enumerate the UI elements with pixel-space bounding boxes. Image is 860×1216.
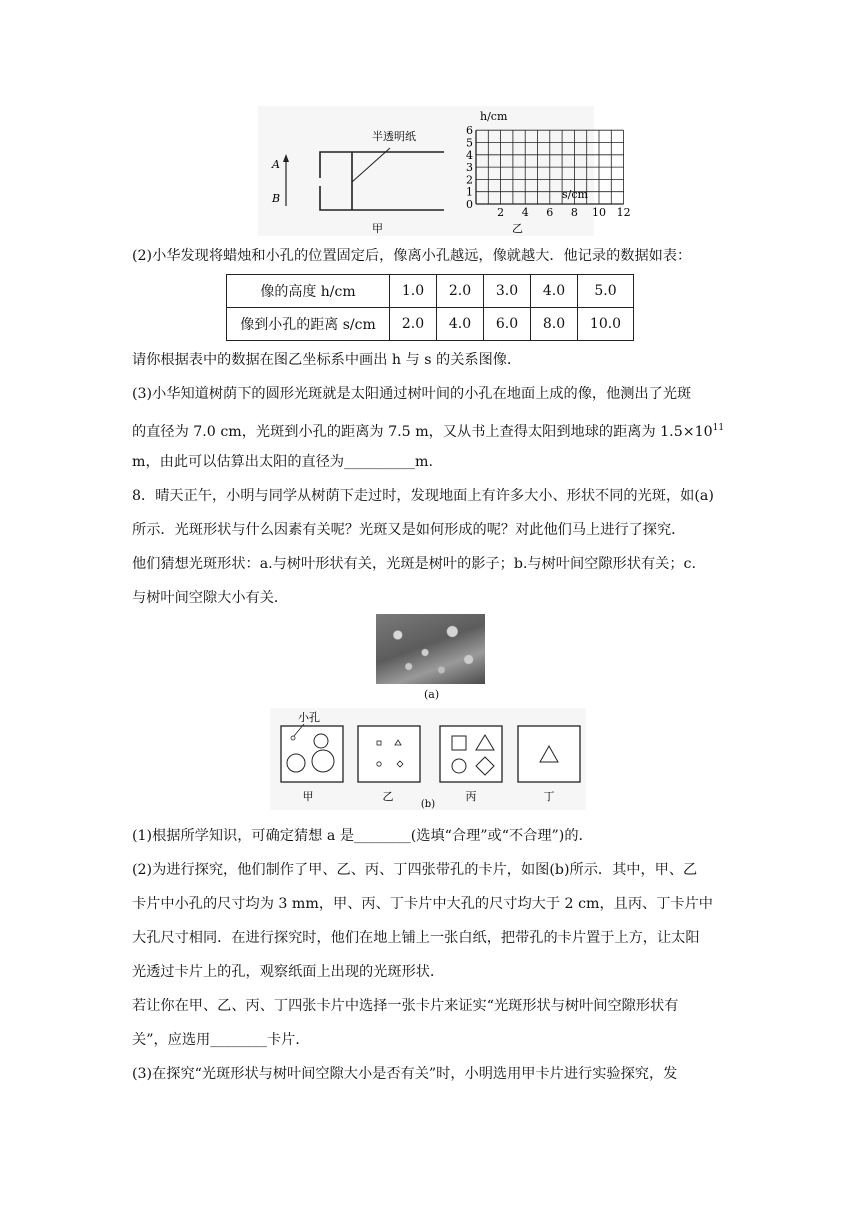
- q2-instruction: 请你根据表中的数据在图乙坐标系中画出 h 与 s 的关系图像．: [132, 352, 522, 368]
- q8-part-3: (3)在探究“光斑形状与树叶间空隙大小是否有关”时，小明选用甲卡片进行实验探究，发: [132, 1066, 678, 1082]
- caption-jia: 甲: [372, 222, 383, 235]
- q8-line-1: 8．晴天正午，小明与同学从树荫下走过时，发现地面上有许多大小、形状不同的光斑，如(a): [132, 488, 714, 504]
- q8-line-2: 所示．光斑形状与什么因素有关呢？光斑又是如何形成的呢？对此他们马上进行了探究．: [132, 522, 686, 538]
- q3-exponent: 11: [712, 423, 725, 433]
- hole-label: 小孔: [298, 711, 320, 724]
- y-tick-label: 0: [466, 198, 473, 211]
- card-label: 丙: [465, 790, 477, 803]
- q8-part-2-line-3: 大孔尺寸相同．在进行探究时，他们在地上铺上一张白纸，把带孔的卡片置于上方，让太阳: [132, 930, 700, 946]
- x-tick-label: 12: [616, 206, 631, 219]
- table-cell: 3.0: [484, 275, 531, 308]
- table-cell: 4.0: [531, 275, 578, 308]
- label-b: B: [272, 192, 281, 205]
- q3-line-3: m，由此可以估算出太阳的直径为__________m.: [132, 454, 433, 470]
- card-ding: [518, 726, 580, 782]
- grid-y-label: h/cm: [480, 110, 508, 123]
- q2-intro: (2)小华发现将蜡烛和小孔的位置固定后，像离小孔越远，像就越大．他记录的数据如表：: [132, 248, 692, 264]
- x-tick-label: 2: [497, 206, 505, 219]
- table-cell: 5.0: [578, 275, 634, 308]
- q8-part-2-line-5: 若让你在甲、乙、丙、丁四张卡片中选择一张卡片来证实“光斑形状与树叶间空隙形状有: [132, 998, 679, 1014]
- figure-cards: [270, 708, 586, 810]
- card-yi: [358, 726, 420, 782]
- q8-part-1: (1)根据所学知识，可确定猜想 a 是________(选填“合理”或“不合理”)的．: [132, 828, 593, 844]
- card-label: 甲: [302, 790, 314, 803]
- figure-b-caption: (b): [420, 799, 436, 810]
- label-a: A: [272, 158, 280, 171]
- q8-line-3: 他们猜想光斑形状：a.与树叶形状有关，光斑是树叶的影子；b.与树叶间空隙形状有关；c.: [132, 556, 696, 572]
- table-header-distance: 像到小孔的距离 s/cm: [227, 308, 390, 341]
- paper-label: 半透明纸: [372, 130, 416, 143]
- table-header-height: 像的高度 h/cm: [227, 275, 390, 308]
- table-cell: 4.0: [437, 308, 484, 341]
- table-cell: 2.0: [437, 275, 484, 308]
- x-tick-label: 6: [546, 206, 554, 219]
- x-tick-label: 10: [592, 206, 606, 219]
- y-tick-label: 3: [466, 161, 473, 175]
- q8-part-2-line-2: 卡片中小孔的尺寸均为 3 mm，甲、丙、丁卡片中大孔的尺寸均大于 2 cm，且丙、丁卡片中: [132, 896, 713, 912]
- table-cell: 10.0: [578, 308, 634, 341]
- q3-line-2-text: 的直径为 7.0 cm，光斑到小孔的距离为 7.5 m，又从书上查得太阳到地球的距离为 1.5×10: [132, 424, 713, 440]
- card-label: 丁: [543, 790, 555, 803]
- x-tick-label: 4: [521, 206, 529, 219]
- y-tick-label: 2: [466, 173, 473, 187]
- table-cell: 6.0: [484, 308, 531, 341]
- table-cell: 8.0: [531, 308, 578, 341]
- card-jia: [281, 726, 343, 782]
- y-tick-label: 5: [466, 136, 473, 150]
- tree-shadow-photo: [376, 614, 485, 684]
- grid-y-ticks: [466, 124, 473, 211]
- caption-yi: 乙: [512, 222, 523, 235]
- q8-line-4: 与树叶间空隙大小有关．: [132, 590, 289, 606]
- figure-a-caption: (a): [424, 688, 440, 701]
- grid-x-label: s/cm: [562, 188, 588, 201]
- card-bing: [440, 726, 502, 782]
- data-table: [226, 274, 634, 341]
- x-tick-label: 8: [570, 206, 578, 219]
- table-row: [227, 308, 634, 341]
- q8-part-2-line-1: (2)为进行探究，他们制作了甲、乙、丙、丁四张带孔的卡片，如图(b)所示．其中，甲、乙: [132, 862, 698, 878]
- q3-line-1: (3)小华知道树荫下的圆形光斑就是太阳通过树叶间的小孔在地面上成的像，他测出了光斑: [132, 386, 692, 402]
- q8-part-2-line-4: 光透过卡片上的孔，观察纸面上出现的光斑形状．: [132, 964, 445, 980]
- table-cell: 2.0: [390, 308, 437, 341]
- q8-part-2-line-6: 关”，应选用________卡片．: [132, 1032, 310, 1048]
- figure-apparatus-and-grid: [258, 106, 631, 236]
- y-tick-label: 6: [466, 124, 473, 138]
- card-label: 乙: [382, 790, 394, 803]
- table-cell: 1.0: [390, 275, 437, 308]
- y-tick-label: 4: [466, 148, 473, 162]
- y-tick-label: 1: [466, 185, 473, 199]
- table-row: [227, 275, 634, 308]
- q3-line-2: [132, 418, 724, 442]
